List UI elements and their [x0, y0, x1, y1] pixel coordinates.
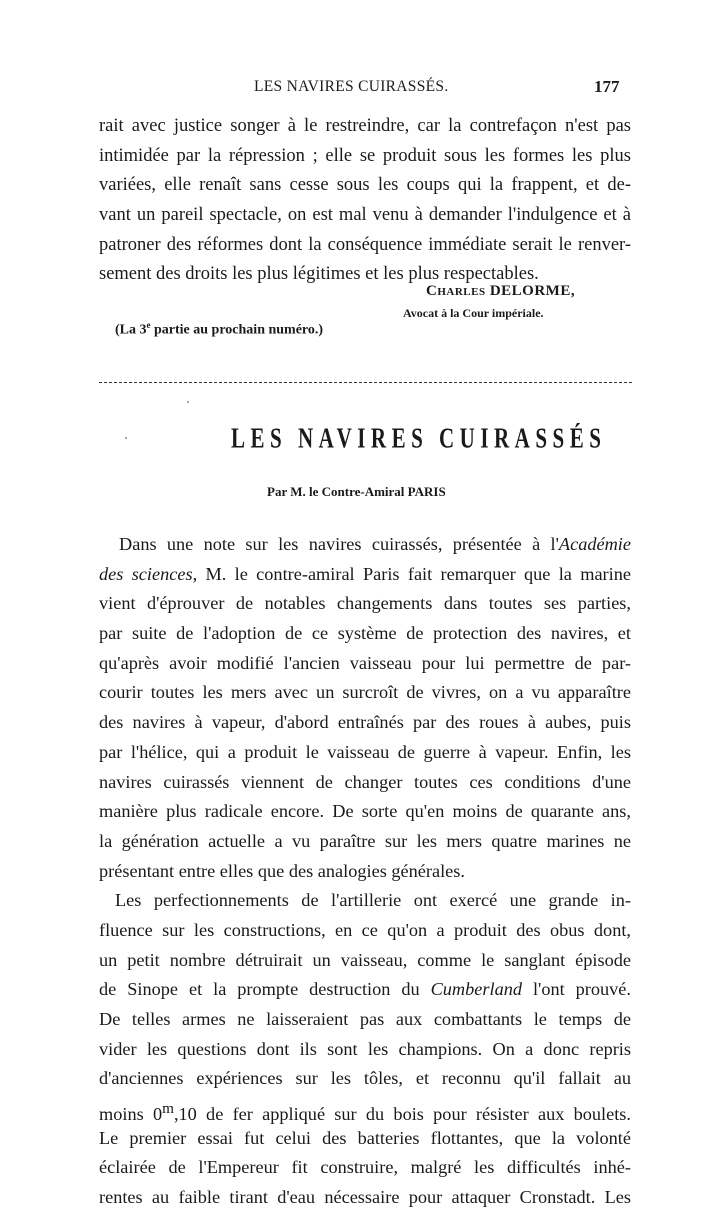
text-line: courir toutes les mers avec un surcroît de vivres, on a vu apparaître: [99, 682, 631, 703]
text-line: [99, 1094, 631, 1124]
text-line: navires cuirassés viennent de changer toutes ces conditions d'une: [99, 771, 631, 792]
signature-surname: DELORME,: [489, 283, 576, 299]
article-title: LES NAVIRES CUIRASSÉS: [231, 422, 607, 455]
continuation-open: (La 3: [115, 322, 147, 338]
text-line: un petit nombre détruirait un vaisseau, comme le sanglant épisode: [99, 949, 631, 970]
text-line: [99, 975, 631, 1005]
text-line: manière plus radicale encore. De sorte qu'en moins de quarante ans,: [99, 801, 631, 822]
text-line: par suite de l'adoption de ce système de protection des navires, et: [99, 623, 631, 644]
text-line: intimidée par la répression ; elle se produit sous les formes les plus: [99, 145, 631, 166]
text-line: vant un pareil spectacle, on est mal venu à demander l'indulgence et à: [99, 205, 631, 226]
text-line: rentes au faible tirant d'eau nécessaire pour attaquer Cronstadt. Les: [99, 1187, 631, 1208]
signature-initial: C: [426, 283, 438, 299]
text-line: Le premier essai fut celui des batteries flottantes, que la volonté: [99, 1127, 631, 1148]
superscript: m: [162, 1100, 174, 1118]
continuation-note: [115, 320, 323, 339]
article-body: [99, 530, 631, 1213]
text-run: de Sinope et la prompte destruction du: [99, 979, 431, 1000]
continuation-rest: partie au prochain numéro.): [150, 322, 324, 338]
section-separator: [99, 382, 632, 383]
text-line: qu'après avoir modifié l'ancien vaisseau pour lui permettre de par-: [99, 652, 631, 673]
text-line: [99, 560, 631, 590]
text-line: par l'hélice, qui a produit le vaisseau de guerre à vapeur. Enfin, les: [99, 741, 631, 762]
emphasis: Cumberland: [430, 979, 522, 1000]
article-byline: Par M. le Contre-Amiral PARIS: [267, 484, 446, 499]
page-number: 177: [594, 77, 620, 96]
text-line: Les perfectionnements de l'artillerie ont exercé une grande in-: [115, 890, 631, 911]
text-line: fluence sur les constructions, en ce qu'on a produit des obus dont,: [99, 919, 631, 940]
author-affiliation: Avocat à la Cour impériale.: [403, 306, 544, 320]
running-header: [0, 78, 728, 102]
text-run: ,10 de fer appliqué sur du bois pour résister aux boulets.: [173, 1104, 631, 1125]
author-signature: [426, 283, 575, 300]
text-line: vider les questions dont ils sont les champions. On a donc repris: [99, 1038, 631, 1059]
text-line: d'anciennes expériences sur les tôles, et reconnu qu'il fallait au: [99, 1068, 631, 1089]
text-line: variées, elle renaît sans cesse sous les coups qui la frappent, et de-: [99, 175, 631, 196]
text-line: la génération actuelle a vu paraître sur les mers quatre marines ne: [99, 830, 631, 851]
text-line: présentant entre elles que des analogies générales.: [99, 860, 465, 881]
emphasis: Académie: [558, 534, 631, 554]
text-line: rait avec justice songer à le restreindre, car la contrefaçon n'est pas: [99, 116, 631, 136]
text-run: l'ont prouvé.: [522, 979, 631, 1000]
text-line: sement des droits les plus légitimes et les plus respectables.: [99, 264, 539, 285]
signature-small-caps: HARLES: [437, 286, 486, 298]
print-speck: [125, 437, 127, 439]
previous-article-text: [99, 112, 631, 290]
text-run: moins 0: [99, 1104, 163, 1125]
text-line: De telles armes ne laisseraient pas aux combattants le temps de: [99, 1009, 631, 1029]
text-run: Dans une note sur les navires cuirassés, présentée à l': [119, 534, 559, 554]
continuation-sup: e: [146, 320, 151, 330]
running-title: LES NAVIRES CUIRASSÉS.: [254, 78, 449, 95]
text-line: des navires à vapeur, d'abord entraînés par des roues à aubes, puis: [99, 712, 631, 733]
emphasis: des sciences: [99, 563, 193, 584]
text-line: vient d'éprouver de notables changements dans toutes ses parties,: [99, 593, 631, 614]
text-run: , M. le contre-amiral Paris fait remarquer que la marine: [192, 563, 631, 584]
text-line: [99, 530, 631, 560]
text-line: éclairée de l'Empereur fit construire, malgré les difficultés inhé-: [99, 1157, 631, 1178]
text-line: patroner des réformes dont la conséquence immédiate serait le renver-: [99, 234, 631, 255]
print-speck: [187, 401, 189, 403]
